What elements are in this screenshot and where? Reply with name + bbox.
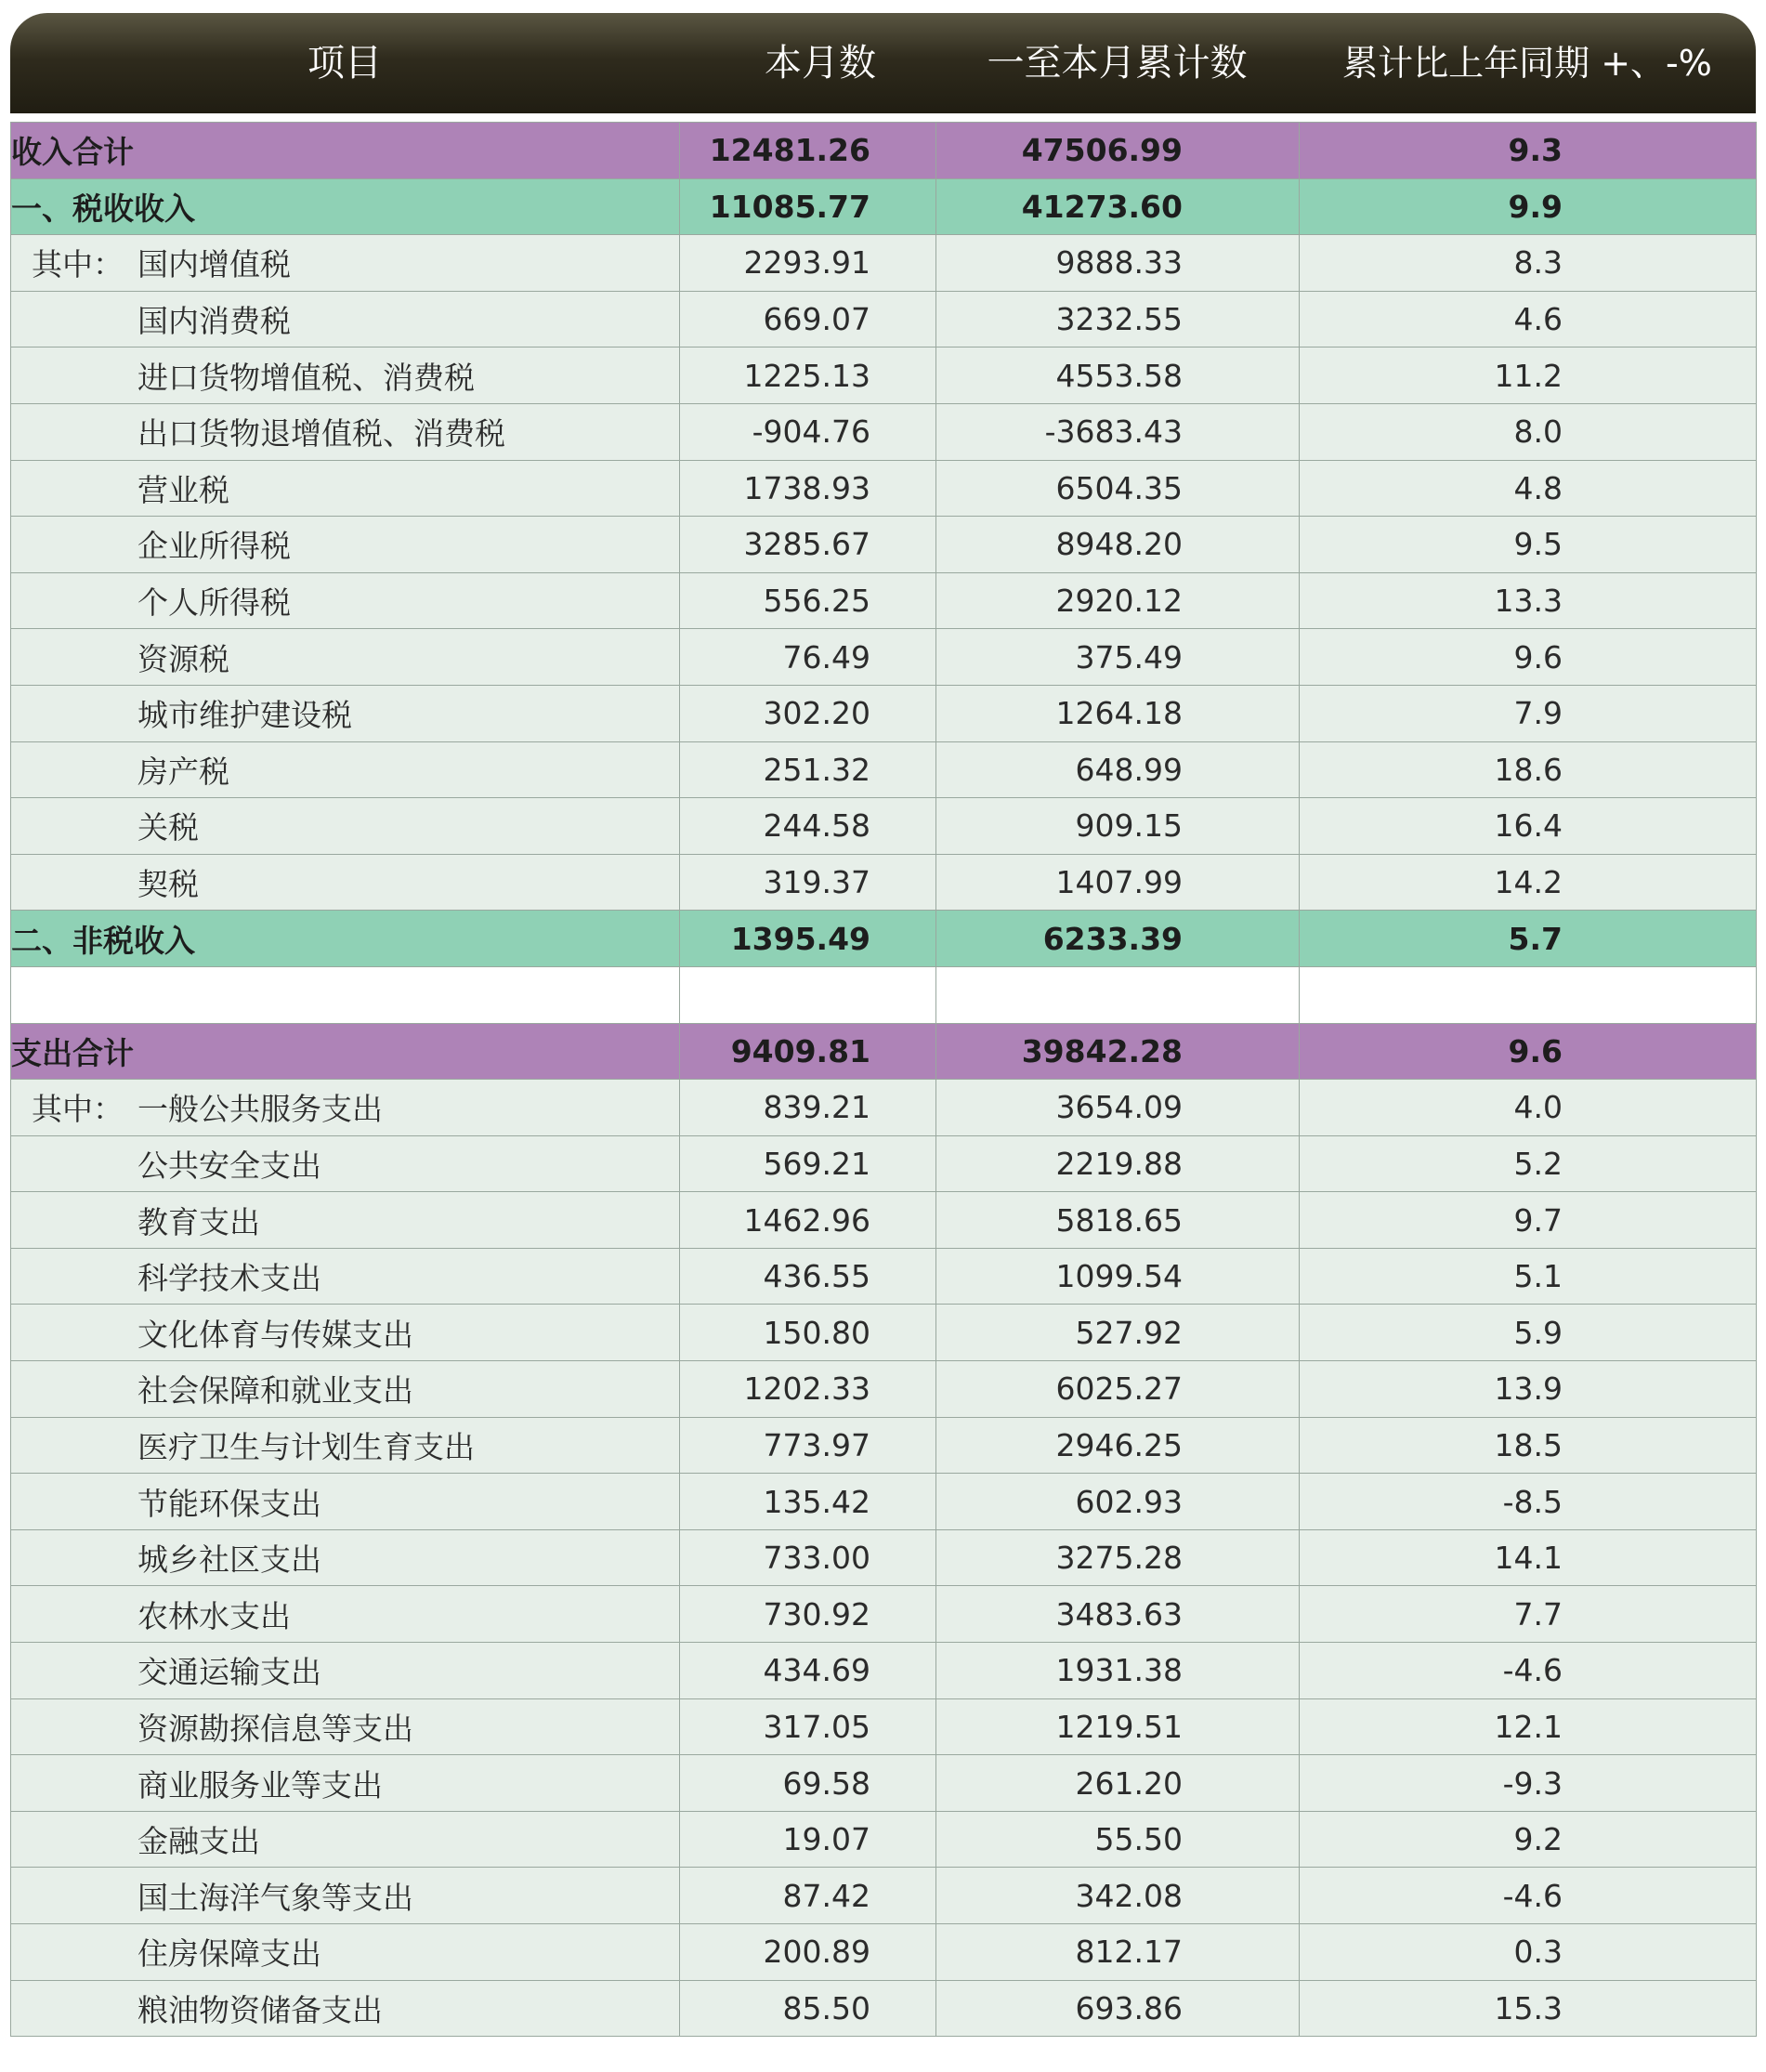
cumulative-value: 47506.99 <box>936 123 1300 179</box>
month-value: 3285.67 <box>680 517 936 573</box>
cumulative-value: 8948.20 <box>936 517 1300 573</box>
yoy-value: 12.1 <box>1300 1698 1757 1755</box>
row-label: 一、税收收入 <box>11 190 195 227</box>
row-label-cell <box>11 911 680 967</box>
header-item: 项目 <box>307 42 382 85</box>
yoy-value: -8.5 <box>1300 1474 1757 1530</box>
yoy-value: 8.3 <box>1300 235 1757 292</box>
row-label: 国内增值税 <box>137 246 291 283</box>
month-value: 669.07 <box>680 291 936 348</box>
month-value: 436.55 <box>680 1248 936 1305</box>
cumulative-value: 375.49 <box>936 629 1300 686</box>
row-label: 二、非税收入 <box>11 922 195 959</box>
table-row <box>11 1080 1757 1136</box>
month-value: 556.25 <box>680 572 936 629</box>
header-yoy: 累计比上年同期 +、-% <box>1342 43 1712 84</box>
row-label: 节能环保支出 <box>137 1485 321 1522</box>
row-label: 国内消费税 <box>137 303 291 340</box>
yoy-value: 5.2 <box>1300 1135 1757 1192</box>
yoy-value: 11.2 <box>1300 348 1757 404</box>
table-row <box>11 1643 1757 1699</box>
month-value: 11085.77 <box>680 178 936 235</box>
row-label-cell <box>11 854 680 911</box>
row-label-cell <box>11 1755 680 1812</box>
cumulative-value: 909.15 <box>936 798 1300 855</box>
table-row <box>11 1811 1757 1868</box>
table-row <box>11 1474 1757 1530</box>
row-label: 个人所得税 <box>137 584 291 622</box>
yoy-value: -9.3 <box>1300 1755 1757 1812</box>
yoy-value: 18.5 <box>1300 1417 1757 1474</box>
yoy-value: 13.9 <box>1300 1361 1757 1418</box>
month-value: 839.21 <box>680 1080 936 1136</box>
month-value: 773.97 <box>680 1417 936 1474</box>
yoy-value: 14.2 <box>1300 854 1757 911</box>
cumulative-value: 1099.54 <box>936 1248 1300 1305</box>
row-label: 收入合计 <box>11 134 134 171</box>
table-row <box>11 1698 1757 1755</box>
table-row <box>11 572 1757 629</box>
row-label-cell <box>11 1980 680 2037</box>
row-label-cell <box>11 1305 680 1361</box>
row-label-cell <box>11 235 680 292</box>
row-label: 国土海洋气象等支出 <box>137 1879 413 1916</box>
month-value: 1225.13 <box>680 348 936 404</box>
row-label-cell <box>11 123 680 179</box>
fiscal-table <box>10 122 1757 2037</box>
yoy-value: 9.5 <box>1300 517 1757 573</box>
cumulative-value: 3654.09 <box>936 1080 1300 1136</box>
month-value: 1202.33 <box>680 1361 936 1418</box>
cumulative-value: 1407.99 <box>936 854 1300 911</box>
table-header <box>10 13 1756 113</box>
header-cumulative: 一至本月累计数 <box>987 42 1248 85</box>
row-label: 住房保障支出 <box>137 1935 321 1973</box>
row-label: 教育支出 <box>137 1203 260 1240</box>
table-row <box>11 348 1757 404</box>
row-label-cell <box>11 741 680 798</box>
table-body <box>11 123 1757 2037</box>
month-value: 1462.96 <box>680 1192 936 1249</box>
month-value: 302.20 <box>680 685 936 741</box>
row-label: 企业所得税 <box>137 528 291 565</box>
row-label-cell <box>11 1924 680 1981</box>
row-label: 进口货物增值税、消费税 <box>137 359 475 396</box>
row-label-cell <box>11 1023 680 1080</box>
row-label: 农林水支出 <box>137 1597 291 1634</box>
month-value: 1738.93 <box>680 460 936 517</box>
month-value: 317.05 <box>680 1698 936 1755</box>
cumulative-value: 3232.55 <box>936 291 1300 348</box>
yoy-value: 5.9 <box>1300 1305 1757 1361</box>
row-label-cell <box>11 1080 680 1136</box>
row-prefix: 其中： <box>32 246 124 283</box>
yoy-value: 4.8 <box>1300 460 1757 517</box>
yoy-value: 18.6 <box>1300 741 1757 798</box>
row-label-cell <box>11 1586 680 1643</box>
header-month: 本月数 <box>765 42 876 85</box>
row-label-cell <box>11 1811 680 1868</box>
yoy-value: 9.7 <box>1300 1192 1757 1249</box>
yoy-value: 9.9 <box>1300 178 1757 235</box>
cumulative-value: 812.17 <box>936 1924 1300 1981</box>
row-label: 商业服务业等支出 <box>137 1766 383 1803</box>
month-value: 69.58 <box>680 1755 936 1812</box>
row-label: 城市维护建设税 <box>137 697 352 734</box>
cumulative-value: 55.50 <box>936 1811 1300 1868</box>
yoy-value: 16.4 <box>1300 798 1757 855</box>
cumulative-value: 2920.12 <box>936 572 1300 629</box>
cumulative-value: 1931.38 <box>936 1643 1300 1699</box>
yoy-value: 15.3 <box>1300 1980 1757 2037</box>
row-label: 房产税 <box>137 753 229 790</box>
row-label-cell <box>11 1698 680 1755</box>
table-row <box>11 1023 1757 1080</box>
table-row <box>11 517 1757 573</box>
cumulative-value: -3683.43 <box>936 403 1300 460</box>
yoy-value: 9.6 <box>1300 629 1757 686</box>
cumulative-value: 39842.28 <box>936 1023 1300 1080</box>
row-label: 资源勘探信息等支出 <box>137 1710 413 1747</box>
row-label: 公共安全支出 <box>137 1147 321 1184</box>
table-row <box>11 1248 1757 1305</box>
row-label-cell <box>11 572 680 629</box>
table-row <box>11 1586 1757 1643</box>
row-label-cell <box>11 348 680 404</box>
yoy-value: 14.1 <box>1300 1529 1757 1586</box>
row-label-cell <box>11 685 680 741</box>
row-label: 出口货物退增值税、消费税 <box>137 415 505 452</box>
yoy-value: 0.3 <box>1300 1924 1757 1981</box>
cumulative-value: 6025.27 <box>936 1361 1300 1418</box>
row-label-cell <box>11 629 680 686</box>
month-value: 569.21 <box>680 1135 936 1192</box>
row-label-cell <box>11 1474 680 1530</box>
yoy-value: 9.2 <box>1300 1811 1757 1868</box>
cumulative-value: 9888.33 <box>936 235 1300 292</box>
table-row <box>11 911 1757 967</box>
month-value: 87.42 <box>680 1868 936 1924</box>
row-label-cell <box>11 517 680 573</box>
row-label: 医疗卫生与计划生育支出 <box>137 1428 475 1465</box>
table-row <box>11 1980 1757 2037</box>
cumulative-value: 261.20 <box>936 1755 1300 1812</box>
table-row <box>11 1924 1757 1981</box>
row-label: 契税 <box>137 866 199 903</box>
cumulative-value: 342.08 <box>936 1868 1300 1924</box>
table-row <box>11 291 1757 348</box>
cumulative-value: 6504.35 <box>936 460 1300 517</box>
row-label-cell <box>11 1192 680 1249</box>
yoy-value: 9.3 <box>1300 123 1757 179</box>
cumulative-value: 3275.28 <box>936 1529 1300 1586</box>
month-value: 730.92 <box>680 1586 936 1643</box>
cumulative-value: 2946.25 <box>936 1417 1300 1474</box>
row-label-cell <box>11 1868 680 1924</box>
row-label-cell <box>11 403 680 460</box>
month-value: 85.50 <box>680 1980 936 2037</box>
row-label: 营业税 <box>137 471 229 508</box>
table-row <box>11 178 1757 235</box>
yoy-value <box>1300 966 1757 1023</box>
table-row <box>11 1529 1757 1586</box>
cumulative-value: 4553.58 <box>936 348 1300 404</box>
table-row <box>11 854 1757 911</box>
cumulative-value <box>936 966 1300 1023</box>
row-label: 资源税 <box>137 640 229 677</box>
cumulative-value: 41273.60 <box>936 178 1300 235</box>
table-row <box>11 123 1757 179</box>
row-label: 一般公共服务支出 <box>137 1091 383 1128</box>
month-value <box>680 966 936 1023</box>
row-label: 文化体育与传媒支出 <box>137 1316 413 1353</box>
table-row <box>11 685 1757 741</box>
row-label-cell <box>11 1135 680 1192</box>
table-row <box>11 1755 1757 1812</box>
yoy-value: -4.6 <box>1300 1643 1757 1699</box>
month-value: 244.58 <box>680 798 936 855</box>
month-value: 150.80 <box>680 1305 936 1361</box>
row-label-cell <box>11 178 680 235</box>
month-value: 733.00 <box>680 1529 936 1586</box>
row-label-cell <box>11 798 680 855</box>
month-value: 9409.81 <box>680 1023 936 1080</box>
month-value: 76.49 <box>680 629 936 686</box>
cumulative-value: 5818.65 <box>936 1192 1300 1249</box>
table-row <box>11 403 1757 460</box>
row-label: 金融支出 <box>137 1823 260 1860</box>
row-label: 科学技术支出 <box>137 1260 321 1297</box>
yoy-value: 4.6 <box>1300 291 1757 348</box>
month-value: 135.42 <box>680 1474 936 1530</box>
table-row <box>11 1305 1757 1361</box>
table-row <box>11 1417 1757 1474</box>
table-row <box>11 966 1757 1023</box>
row-label: 关税 <box>137 809 199 846</box>
month-value: 1395.49 <box>680 911 936 967</box>
row-label: 粮油物资储备支出 <box>137 1991 383 2028</box>
table-row <box>11 1192 1757 1249</box>
table-row <box>11 235 1757 292</box>
cumulative-value: 6233.39 <box>936 911 1300 967</box>
table-row <box>11 741 1757 798</box>
cumulative-value: 602.93 <box>936 1474 1300 1530</box>
table-row <box>11 1361 1757 1418</box>
cumulative-value: 2219.88 <box>936 1135 1300 1192</box>
yoy-value: 9.6 <box>1300 1023 1757 1080</box>
cumulative-value: 3483.63 <box>936 1586 1300 1643</box>
yoy-value: 7.9 <box>1300 685 1757 741</box>
row-label-cell <box>11 1417 680 1474</box>
row-label-cell <box>11 1361 680 1418</box>
yoy-value: 4.0 <box>1300 1080 1757 1136</box>
row-label: 支出合计 <box>11 1034 134 1071</box>
cumulative-value: 1219.51 <box>936 1698 1300 1755</box>
row-label-cell <box>11 1529 680 1586</box>
cumulative-value: 527.92 <box>936 1305 1300 1361</box>
cumulative-value: 1264.18 <box>936 685 1300 741</box>
row-prefix: 其中： <box>32 1091 124 1128</box>
row-label-cell <box>11 1643 680 1699</box>
month-value: 434.69 <box>680 1643 936 1699</box>
yoy-value: 13.3 <box>1300 572 1757 629</box>
month-value: 19.07 <box>680 1811 936 1868</box>
row-label: 城乡社区支出 <box>137 1541 321 1579</box>
table-row <box>11 798 1757 855</box>
yoy-value: 7.7 <box>1300 1586 1757 1643</box>
month-value: 200.89 <box>680 1924 936 1981</box>
row-label-cell <box>11 460 680 517</box>
yoy-value: 5.7 <box>1300 911 1757 967</box>
month-value: 2293.91 <box>680 235 936 292</box>
row-label-cell <box>11 291 680 348</box>
table-row <box>11 629 1757 686</box>
month-value: 12481.26 <box>680 123 936 179</box>
row-label-cell <box>11 966 680 1023</box>
row-label: 社会保障和就业支出 <box>137 1372 413 1410</box>
cumulative-value: 693.86 <box>936 1980 1300 2037</box>
cumulative-value: 648.99 <box>936 741 1300 798</box>
table-row <box>11 1135 1757 1192</box>
yoy-value: 8.0 <box>1300 403 1757 460</box>
table-row <box>11 1868 1757 1924</box>
month-value: 251.32 <box>680 741 936 798</box>
month-value: -904.76 <box>680 403 936 460</box>
row-label-cell <box>11 1248 680 1305</box>
table-row <box>11 460 1757 517</box>
month-value: 319.37 <box>680 854 936 911</box>
yoy-value: 5.1 <box>1300 1248 1757 1305</box>
yoy-value: -4.6 <box>1300 1868 1757 1924</box>
row-label: 交通运输支出 <box>137 1654 321 1691</box>
